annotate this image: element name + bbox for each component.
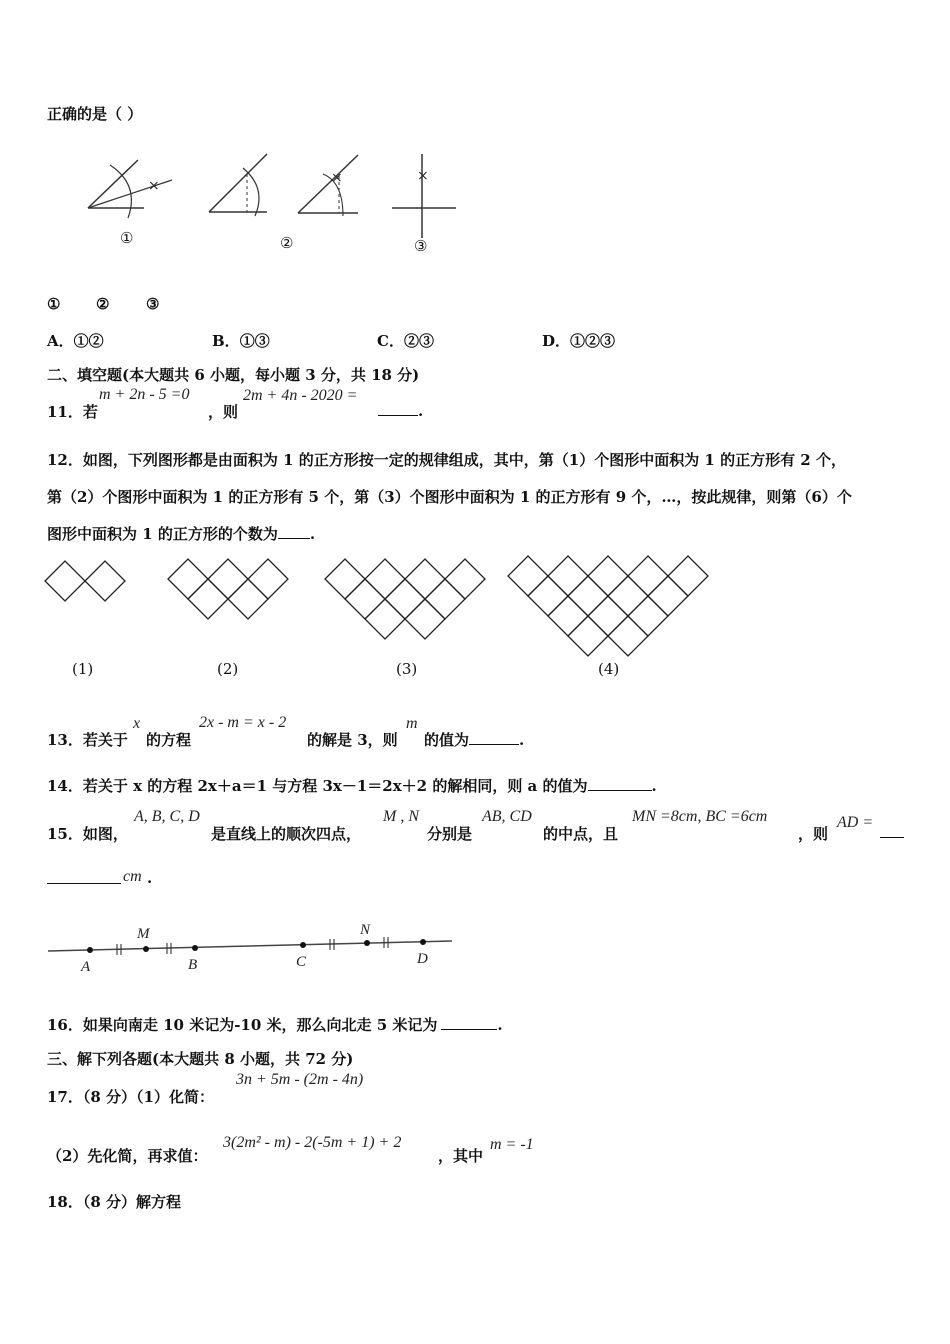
q11-mid: ，则 [208,403,239,421]
q13-t1: 的方程 [146,731,192,749]
q15-points: A, B, C, D [134,808,200,825]
label-a: A [81,959,91,975]
label-c: C [296,954,307,970]
q17-num: 17．（8 分）（1）化简： [47,1088,214,1106]
q10-fig-label-1: ① [120,229,134,247]
q13-var-m: m [406,715,418,732]
q11-num: 11．若 [47,403,98,421]
svg-text:×: × [331,170,343,186]
point-a [87,947,93,953]
q15-mn: M , N [383,808,419,825]
q14-wrap: 14．若关于 x 的方程 2x＋a＝1 与方程 3x－1＝2x＋2 的解相同，则 a 的值为 . [47,777,657,795]
q12-line3-wrap: 图形中面积为 1 的正方形的个数为 . [47,525,316,543]
point-b [192,945,198,951]
q13-t3-wrap: 的值为 . [424,731,525,749]
q15-t3: 的中点，且 [543,825,619,843]
q13-var-x: x [133,715,141,732]
q12-figure-1 [45,561,127,603]
q17-cond: m = -1 [490,1136,534,1153]
q17-expr: 3n + 5m - (2m - 4n) [236,1071,364,1088]
point-c [300,942,306,948]
option-c[interactable]: C．②③ [377,332,434,350]
q15-ad: AD = [837,814,874,831]
q17-expr2: 3(2m² - m) - 2(-5m + 1) + 2 [223,1134,402,1151]
svg-text:×: × [417,168,429,184]
point-d [420,939,426,945]
q16-wrap: 16．如果向南走 10 米记为-10 米，那么向北走 5 米记为 . [47,1016,503,1034]
q17-part2: （2）先化简，再求值： [47,1147,208,1165]
q10-mark-1: ① [47,295,61,313]
q15-answer-b[interactable] [47,869,121,888]
q11-expr2: 2m + 4n - 2020 = [243,387,358,404]
section3-heading: 三、解下列各题(本大题共 8 小题，共 72 分) [47,1050,354,1068]
label-d: D [417,951,428,967]
q18-text: 18．（8 分）解方程 [47,1193,182,1211]
q12-figure-4 [508,556,708,658]
q15-t2: 分别是 [427,825,473,843]
q15-num: 15．如图， [47,825,128,843]
q17-t2: ，其中 [438,1147,484,1165]
q10-mark-3: ③ [146,295,160,313]
point-m [143,946,149,952]
q15-t4: ，则 [798,825,829,843]
q10-figure-3 [295,152,370,222]
point-n [364,940,370,946]
q13-answer[interactable] [469,730,519,745]
option-d[interactable]: D．①②③ [542,332,616,350]
q12-fig-label-2: (2) [217,660,239,678]
q15-answer-a[interactable] [880,823,904,842]
q15-cond: MN =8cm, BC =6cm [632,808,768,825]
q14-answer[interactable] [588,776,652,791]
q12-fig-label-3: (3) [396,660,418,678]
q13-num: 13．若关于 [47,731,128,749]
q10-figure-2 [205,150,285,220]
q15-end: . [147,869,153,887]
q12-line1: 12．如图，下列图形都是由面积为 1 的正方形按一定的规律组成，其中，第（1）个图形中面积为 1 的正方形有 2 个， [47,451,846,469]
option-a[interactable]: A．①② [47,332,104,350]
q12-figure-3 [325,559,485,641]
option-b[interactable]: B．①③ [212,332,270,350]
q11-answer[interactable]: . [378,401,423,420]
label-m: M [137,926,150,942]
q10-question-tail: 正确的是（ ） [47,105,143,123]
q10-fig-label-3: ③ [414,237,428,255]
svg-text:×: × [148,178,160,194]
q15-unit: cm [123,868,142,885]
q12-fig-label-4: (4) [598,660,620,678]
q12-fig-label-1: (1) [72,660,94,678]
q13-t2: 的解是 3，则 [307,731,398,749]
q13-eq: 2x - m = x - 2 [199,714,287,731]
q10-figure-1 [80,150,190,250]
q12-answer[interactable] [278,524,310,539]
q10-figure-4 [388,152,460,242]
q16-answer[interactable] [441,1015,497,1030]
section2-heading: 二、填空题(本大题共 6 小题，每小题 3 分，共 18 分) [47,366,420,384]
label-n: N [360,922,371,938]
q12-figure-2 [168,559,288,621]
q15-line-figure [45,920,457,980]
q12-line2: 第（2）个图形中面积为 1 的正方形有 5 个，第（3）个图形中面积为 1 的正方形有 9 个，…，按此规律，则第（6）个 [47,488,852,506]
label-b: B [188,957,198,973]
q15-abcd: AB, CD [482,808,532,825]
q10-mark-2: ② [96,295,110,313]
q10-fig-label-2: ② [280,234,294,252]
q15-t1: 是直线上的顺次四点， [211,825,362,843]
q11-expr1: m + 2n - 5 =0 [99,386,190,403]
